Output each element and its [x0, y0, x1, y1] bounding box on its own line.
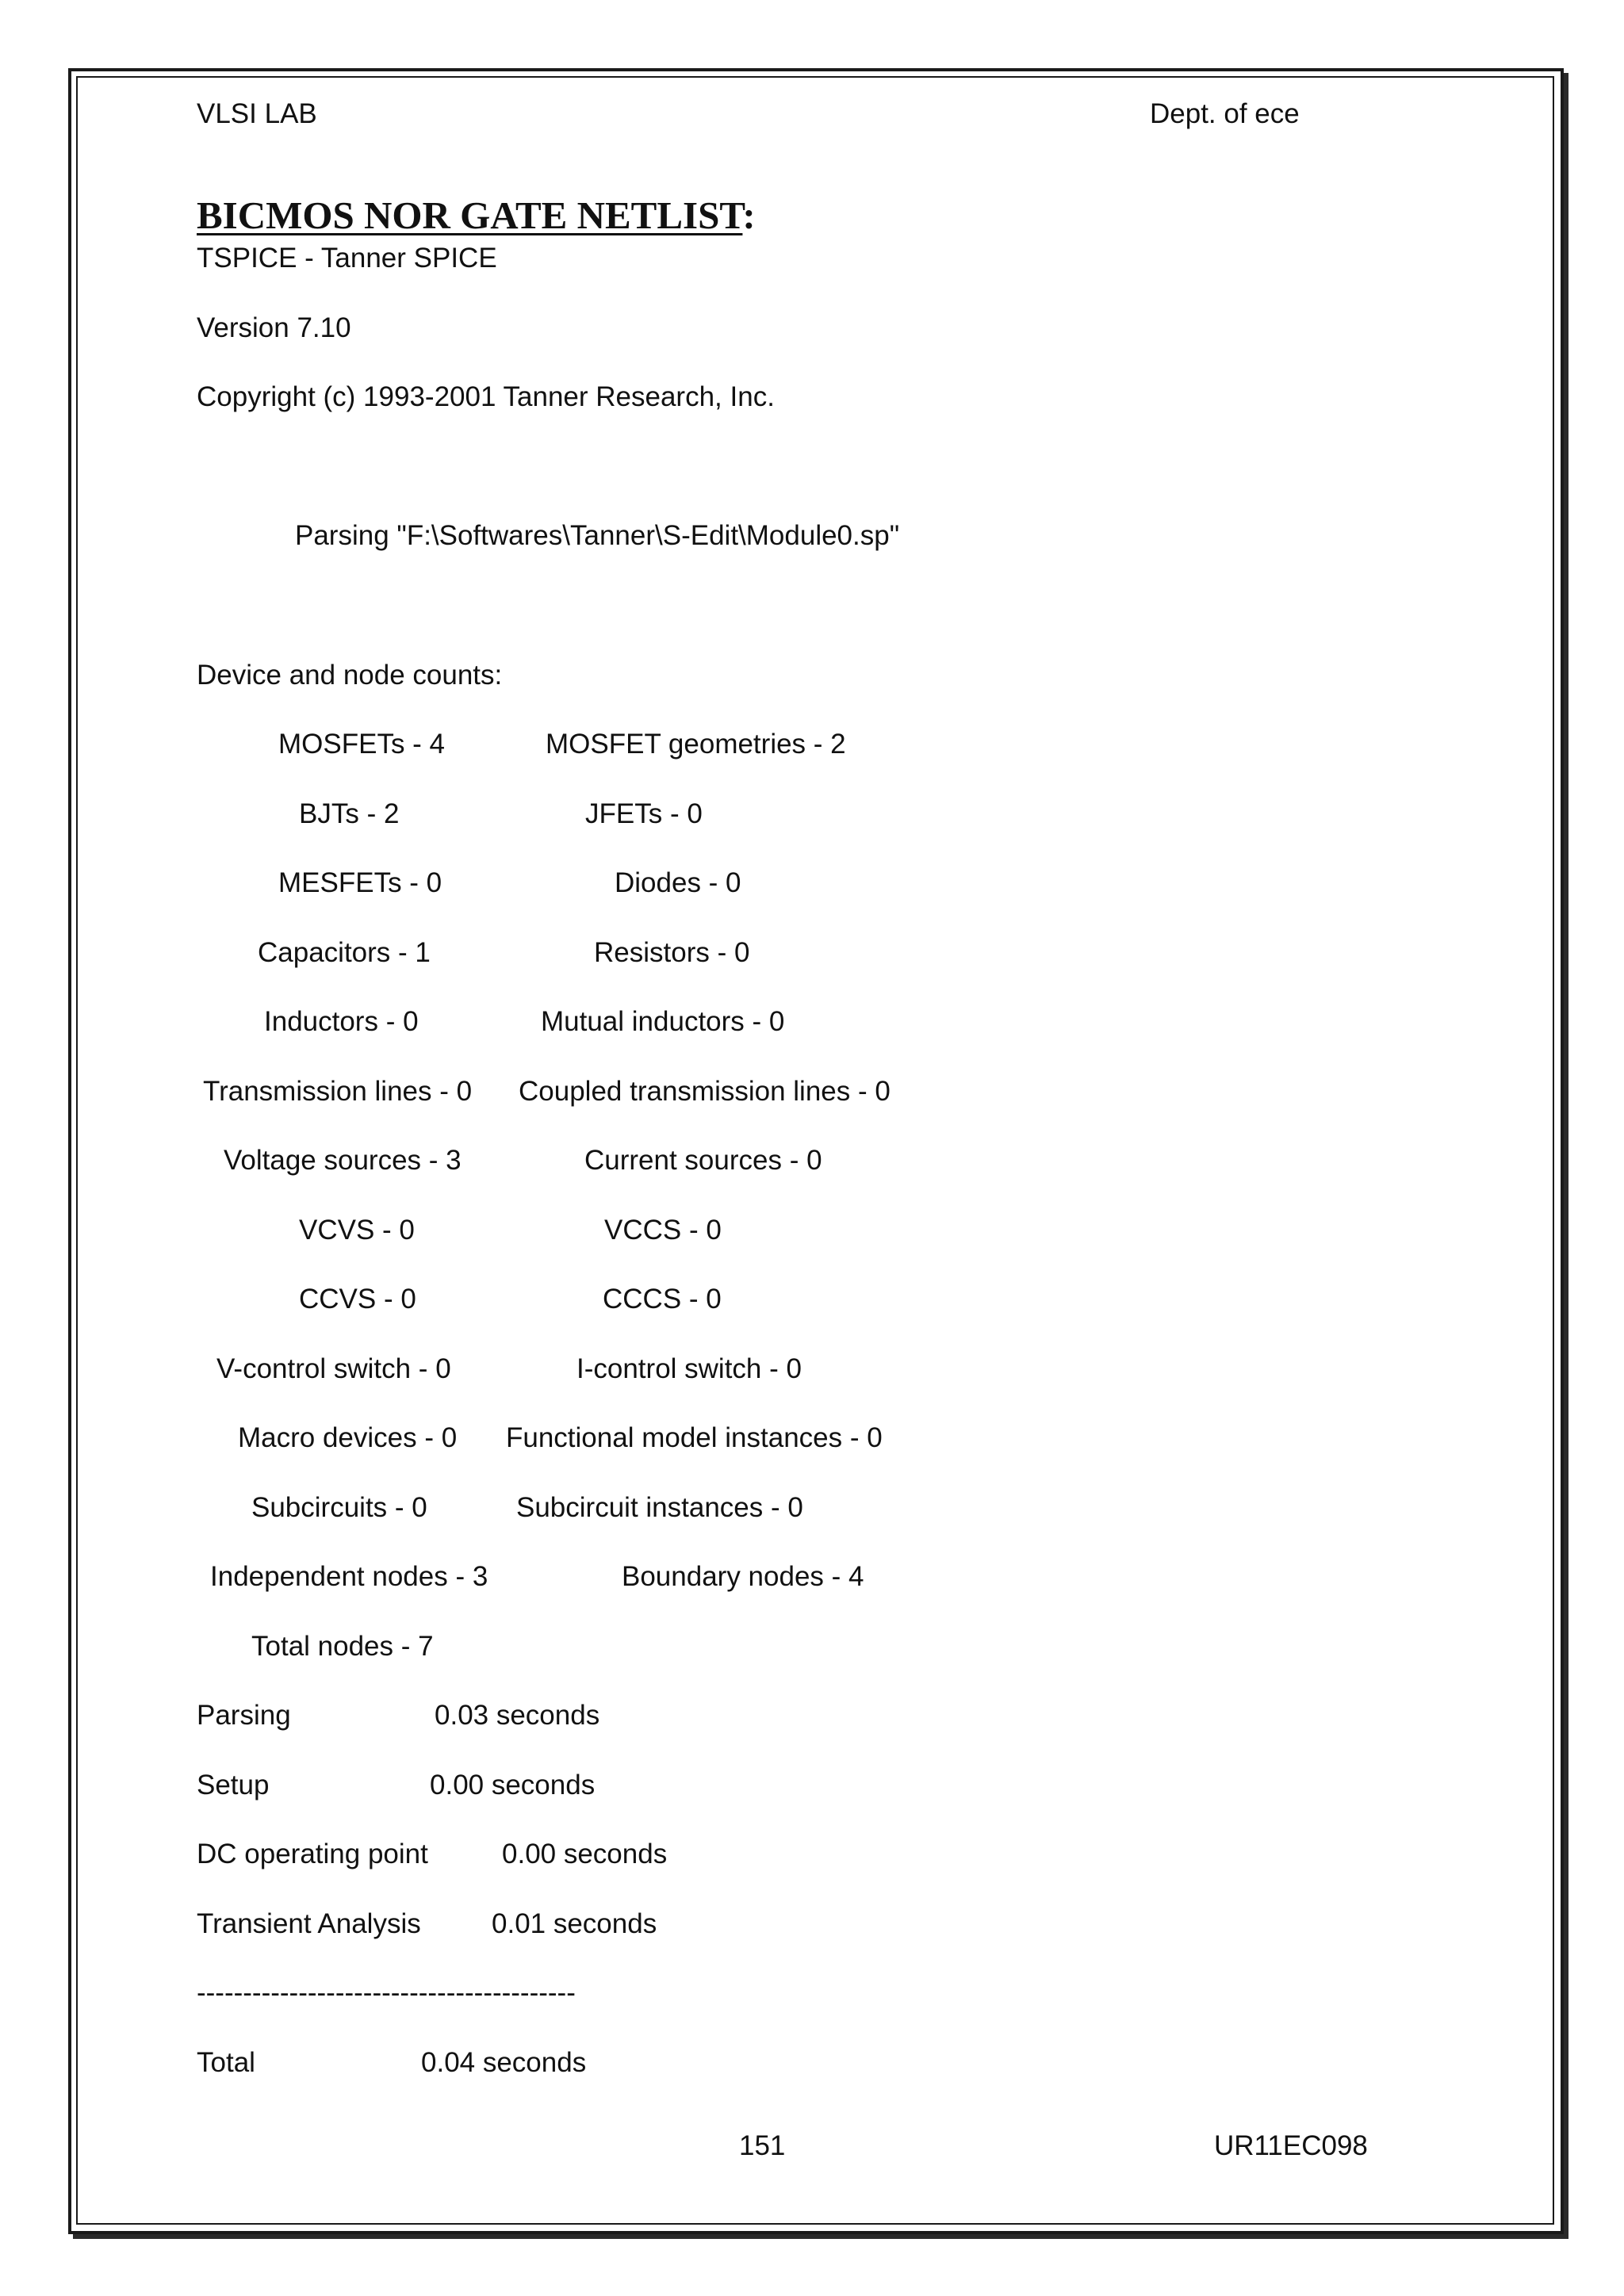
- timing-total-label: Total: [197, 2047, 255, 2078]
- count-left: Inductors - 0: [264, 1006, 419, 1037]
- count-right: JFETs - 0: [585, 798, 703, 829]
- counts-heading: Device and node counts:: [197, 660, 503, 691]
- count-left: Independent nodes - 3: [210, 1561, 488, 1592]
- page-title: [197, 193, 756, 238]
- count-right: Boundary nodes - 4: [622, 1561, 864, 1592]
- timing-value: 0.00 seconds: [502, 1839, 668, 1869]
- timing-label: Transient Analysis: [197, 1908, 421, 1939]
- count-left: VCVS - 0: [299, 1215, 415, 1246]
- program-line: TSPICE - Tanner SPICE: [197, 243, 497, 274]
- total-nodes: Total nodes - 7: [251, 1631, 434, 1662]
- count-left: Capacitors - 1: [258, 937, 431, 968]
- timing-label: DC operating point: [197, 1839, 428, 1869]
- timing-value: 0.00 seconds: [430, 1770, 596, 1800]
- count-left: MESFETs - 0: [278, 867, 442, 898]
- count-right: I-control switch - 0: [576, 1353, 802, 1384]
- count-right: Coupled transmission lines - 0: [519, 1076, 891, 1107]
- count-left: Transmission lines - 0: [203, 1076, 473, 1107]
- count-left: Subcircuits - 0: [251, 1492, 427, 1523]
- count-right: Diodes - 0: [615, 867, 741, 898]
- version-line: Version 7.10: [197, 312, 351, 343]
- count-right: Functional model instances - 0: [506, 1422, 883, 1453]
- count-left: Voltage sources - 3: [224, 1145, 462, 1176]
- timing-label: Parsing: [197, 1700, 291, 1731]
- timing-label: Setup: [197, 1770, 270, 1800]
- count-left: Macro devices - 0: [238, 1422, 458, 1453]
- header-left: VLSI LAB: [197, 98, 317, 129]
- page-number: 151: [739, 2130, 786, 2161]
- count-right: CCCS - 0: [603, 1284, 722, 1314]
- page-title-colon: :: [742, 193, 756, 237]
- count-right: Mutual inductors - 0: [541, 1006, 785, 1037]
- count-left: V-control switch - 0: [216, 1353, 451, 1384]
- page-title-text: BICMOS NOR GATE NETLIST: [197, 193, 743, 237]
- timing-value: 0.01 seconds: [492, 1908, 657, 1939]
- count-left: MOSFETs - 4: [278, 729, 446, 760]
- timing-total-value: 0.04 seconds: [421, 2047, 587, 2078]
- count-left: CCVS - 0: [299, 1284, 416, 1314]
- count-right: Resistors - 0: [594, 937, 750, 968]
- copyright-line: Copyright (c) 1993-2001 Tanner Research, Inc.: [197, 381, 775, 412]
- roll-number: UR11EC098: [1214, 2130, 1368, 2161]
- count-left: BJTs - 2: [299, 798, 400, 829]
- count-right: Current sources - 0: [584, 1145, 822, 1176]
- count-right: Subcircuit instances - 0: [516, 1492, 803, 1523]
- count-right: VCCS - 0: [604, 1215, 722, 1246]
- timing-divider: -----------------------------------------: [197, 1977, 576, 2008]
- timing-value: 0.03 seconds: [435, 1700, 600, 1731]
- count-right: MOSFET geometries - 2: [546, 729, 846, 760]
- parsing-line: Parsing "F:\Softwares\Tanner\S-Edit\Module0.sp": [295, 520, 900, 551]
- header-right: Dept. of ece: [1150, 98, 1300, 129]
